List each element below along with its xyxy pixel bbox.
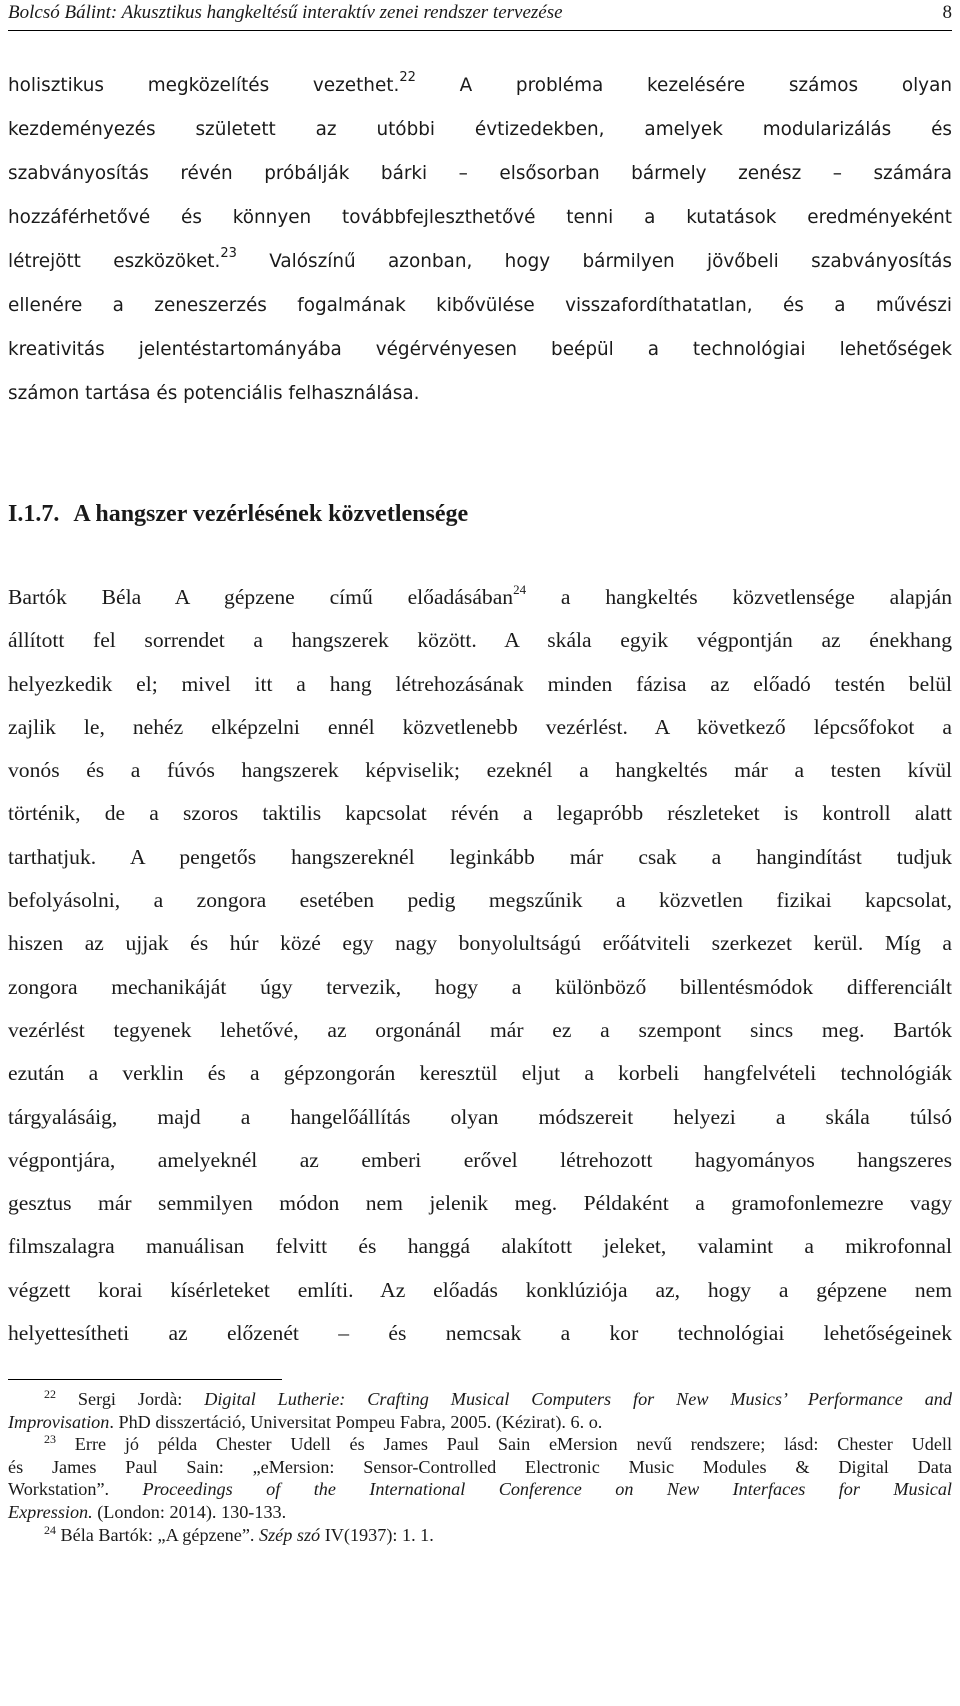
section-number: I.1.7. (8, 501, 60, 527)
text-line: gesztus már semmilyen módon nem jelenik meg. Példaként a gramofonlemezre vagy (8, 1191, 952, 1216)
text-line: hiszen az ujjak és húr közé egy nagy bonyolultságú erőátviteli szerkezet kerül. Míg a (8, 931, 952, 956)
section-heading (8, 496, 468, 532)
section-title: A hangszer vezérlésének közvetlensége (73, 501, 469, 527)
footnotes (8, 1388, 952, 1546)
footnote-23-cont: és James Paul Sain: „eMersion: Sensor-Controlled Electronic Music Modules & Digital Data (8, 1456, 952, 1477)
footnote-22: $^{22}$ Sergi Jordà: Digital Lutherie: Crafting Musical Computers for New Musics’ Performance and (44, 1387, 952, 1409)
text-line: zajlik le, nehéz elképzelni ennél közvetlenebb vezérlést. A következő lépcsőfokot a (8, 714, 952, 739)
paragraph-2 (8, 576, 952, 1355)
text-line: vezérlést tegyenek lehetővé, az orgonánál már ez a szempont sincs meg. Bartók (8, 1017, 952, 1042)
footnote-22-cont: Improvisation. PhD disszertáció, Universitat Pompeu Fabra, 2005. (Kézirat). 6. o. (8, 1411, 603, 1432)
footnote-ref-22[interactable]: 22 (399, 70, 416, 85)
text-line: létrejött eszközöket.$^{23}$ Valószínű azonban, hogy bármilyen jövőbeli szabványosítás (8, 246, 952, 272)
footnote-24: $^{24}$ Béla Bartók: „A gépzene”. Szép szó IV(1937): 1. 1. (44, 1522, 434, 1545)
text-line: szabványosítás révén próbálják bárki – elsősorban bármely zenész – számára (8, 163, 952, 184)
text-line: helyettesítheti az előzenét – és nemcsak a kor technológiai lehetőségeinek (8, 1321, 952, 1346)
text-line: végzett korai kísérleteket említi. Az előadás konklúziója az, hogy a gépzene nem (8, 1277, 952, 1302)
running-header (8, 0, 952, 31)
text-line: hozzáférhetővé és könnyen továbbfejleszthetővé tenni a kutatások eredményeként (8, 207, 952, 228)
footnote-separator (8, 1379, 282, 1380)
text-line: ellenére a zeneszerzés fogalmának kibővülése visszafordíthatatlan, és a művészi (8, 295, 952, 316)
text-line: helyezkedik el; mivel itt a hang létrehozásának minden fázisa az előadó testén belül (8, 671, 952, 696)
footnote-23-cont: Workstation”. Proceedings of the International Conference on New Interfaces for Musical (8, 1479, 952, 1500)
footnote-ref-23[interactable]: 23 (220, 246, 237, 261)
text-line: történik, de a szoros taktilis kapcsolat révén a legapróbb részleteket is kontroll alatt (8, 801, 952, 826)
text-line: kreativitás jelentéstartományába végérvényesen beépül a technológiai lehetőségek (8, 339, 952, 360)
text-line: befolyásolni, a zongora esetében pedig megszűnik a közvetlen fizikai kapcsolat, (8, 888, 952, 913)
text-line: ezután a verklin és a gépzongorán keresztül eljut a korbeli hangfelvételi technológiák (8, 1061, 952, 1086)
text-line: állított fel sorrendet a hangszerek között. A skála egyik végpontján az énekhang (8, 628, 952, 653)
footnote-23-cont: Expression. (London: 2014). 130-133. (8, 1501, 287, 1522)
footnote-ref-24[interactable]: 24 (513, 582, 527, 597)
paragraph-1 (8, 64, 952, 416)
text-line: filmszalagra manuálisan felvitt és hanggá alakított jeleket, valamint a mikrofonnal (8, 1234, 952, 1259)
text-line: tarthatjuk. A pengetős hangszereknél leginkább már csak a hangindítást tudjuk (8, 844, 952, 869)
text-line: zongora mechanikáját úgy tervezik, hogy a különböző billentésmódok differenciált (8, 974, 952, 999)
running-title: Bolcsó Bálint: Akusztikus hangkeltésű interaktív zenei rendszer tervezése (8, 2, 563, 23)
text-line: végpontjára, amelyeknél az emberi erővel létrehozott hagyományos hangszeres (8, 1147, 952, 1172)
page-number: 8 (942, 2, 952, 23)
text-line: vonós és a fúvós hangszerek képviselik; ezeknél a hangkeltés már a testen kívül (8, 758, 952, 783)
text-line: kezdeményezés született az utóbbi évtizedekben, amelyek modularizálás és (8, 119, 952, 140)
text-line: holisztikus megközelítés vezethet.$^{22}$ A probléma kezelésére számos olyan (8, 70, 952, 96)
footnote-23: $^{23}$ Erre jó példa Chester Udell és James Paul Sain eMersion nevű rendszere; lásd: Chester Udell (44, 1432, 952, 1455)
text-line: számon tartása és potenciális felhasználása. (8, 383, 420, 404)
text-line: tárgyalásáig, majd a hangelőállítás olyan módszereit helyezi a skála túlsó (8, 1104, 952, 1129)
text-line: Bartók Béla A gépzene című előadásában$^{24}$ a hangkeltés közvetlensége alapján (8, 582, 952, 609)
